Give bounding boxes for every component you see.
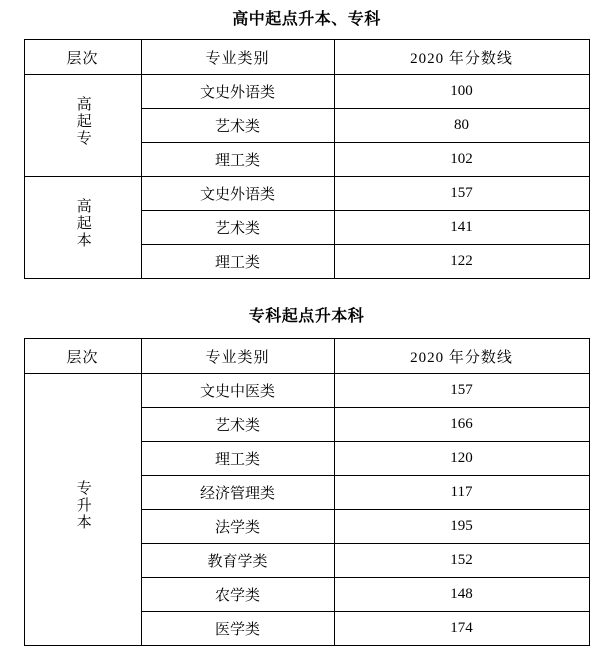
header-level: 层次	[24, 339, 141, 374]
major-cell: 经济管理类	[141, 476, 334, 510]
section-1-title: 高中起点升本、专科	[232, 11, 381, 28]
major-cell: 文史外语类	[141, 177, 334, 211]
score-cell: 195	[334, 510, 589, 544]
score-cell: 141	[334, 211, 589, 245]
score-cell: 80	[334, 109, 589, 143]
header-score: 2020 年分数线	[334, 40, 589, 75]
score-cell: 148	[334, 578, 589, 612]
score-cell: 157	[334, 177, 589, 211]
major-cell: 医学类	[141, 612, 334, 646]
level-text: 专升本	[74, 480, 91, 532]
table-header-row	[24, 339, 589, 374]
level-cell-gaoqizhuan	[24, 75, 141, 177]
score-cell: 120	[334, 442, 589, 476]
major-cell: 文史中医类	[141, 374, 334, 408]
score-cell: 157	[334, 374, 589, 408]
score-cell: 166	[334, 408, 589, 442]
score-table-gaozhong	[24, 39, 590, 279]
header-major: 专业类别	[141, 40, 334, 75]
major-cell: 理工类	[141, 442, 334, 476]
major-cell: 教育学类	[141, 544, 334, 578]
score-cell: 152	[334, 544, 589, 578]
header-major: 专业类别	[141, 339, 334, 374]
level-text: 高起专	[74, 96, 91, 148]
score-cell: 117	[334, 476, 589, 510]
level-cell-gaoqiben	[24, 177, 141, 279]
table-row	[24, 374, 589, 408]
level-cell-zhuanshengben	[24, 374, 141, 646]
score-cell: 102	[334, 143, 589, 177]
major-cell: 法学类	[141, 510, 334, 544]
major-cell: 农学类	[141, 578, 334, 612]
table-header-row	[24, 40, 589, 75]
section-2-title: 专科起点升本科	[248, 308, 365, 325]
major-cell: 文史外语类	[141, 75, 334, 109]
score-cell: 174	[334, 612, 589, 646]
major-cell: 艺术类	[141, 211, 334, 245]
table-row	[24, 75, 589, 109]
score-cell: 100	[334, 75, 589, 109]
major-cell: 理工类	[141, 143, 334, 177]
table-row	[24, 177, 589, 211]
major-cell: 艺术类	[141, 408, 334, 442]
major-cell: 理工类	[141, 245, 334, 279]
score-cell: 122	[334, 245, 589, 279]
header-score: 2020 年分数线	[334, 339, 589, 374]
header-level: 层次	[24, 40, 141, 75]
score-table-zhuanshengben	[24, 338, 590, 646]
level-text: 高起本	[74, 198, 91, 250]
major-cell: 艺术类	[141, 109, 334, 143]
